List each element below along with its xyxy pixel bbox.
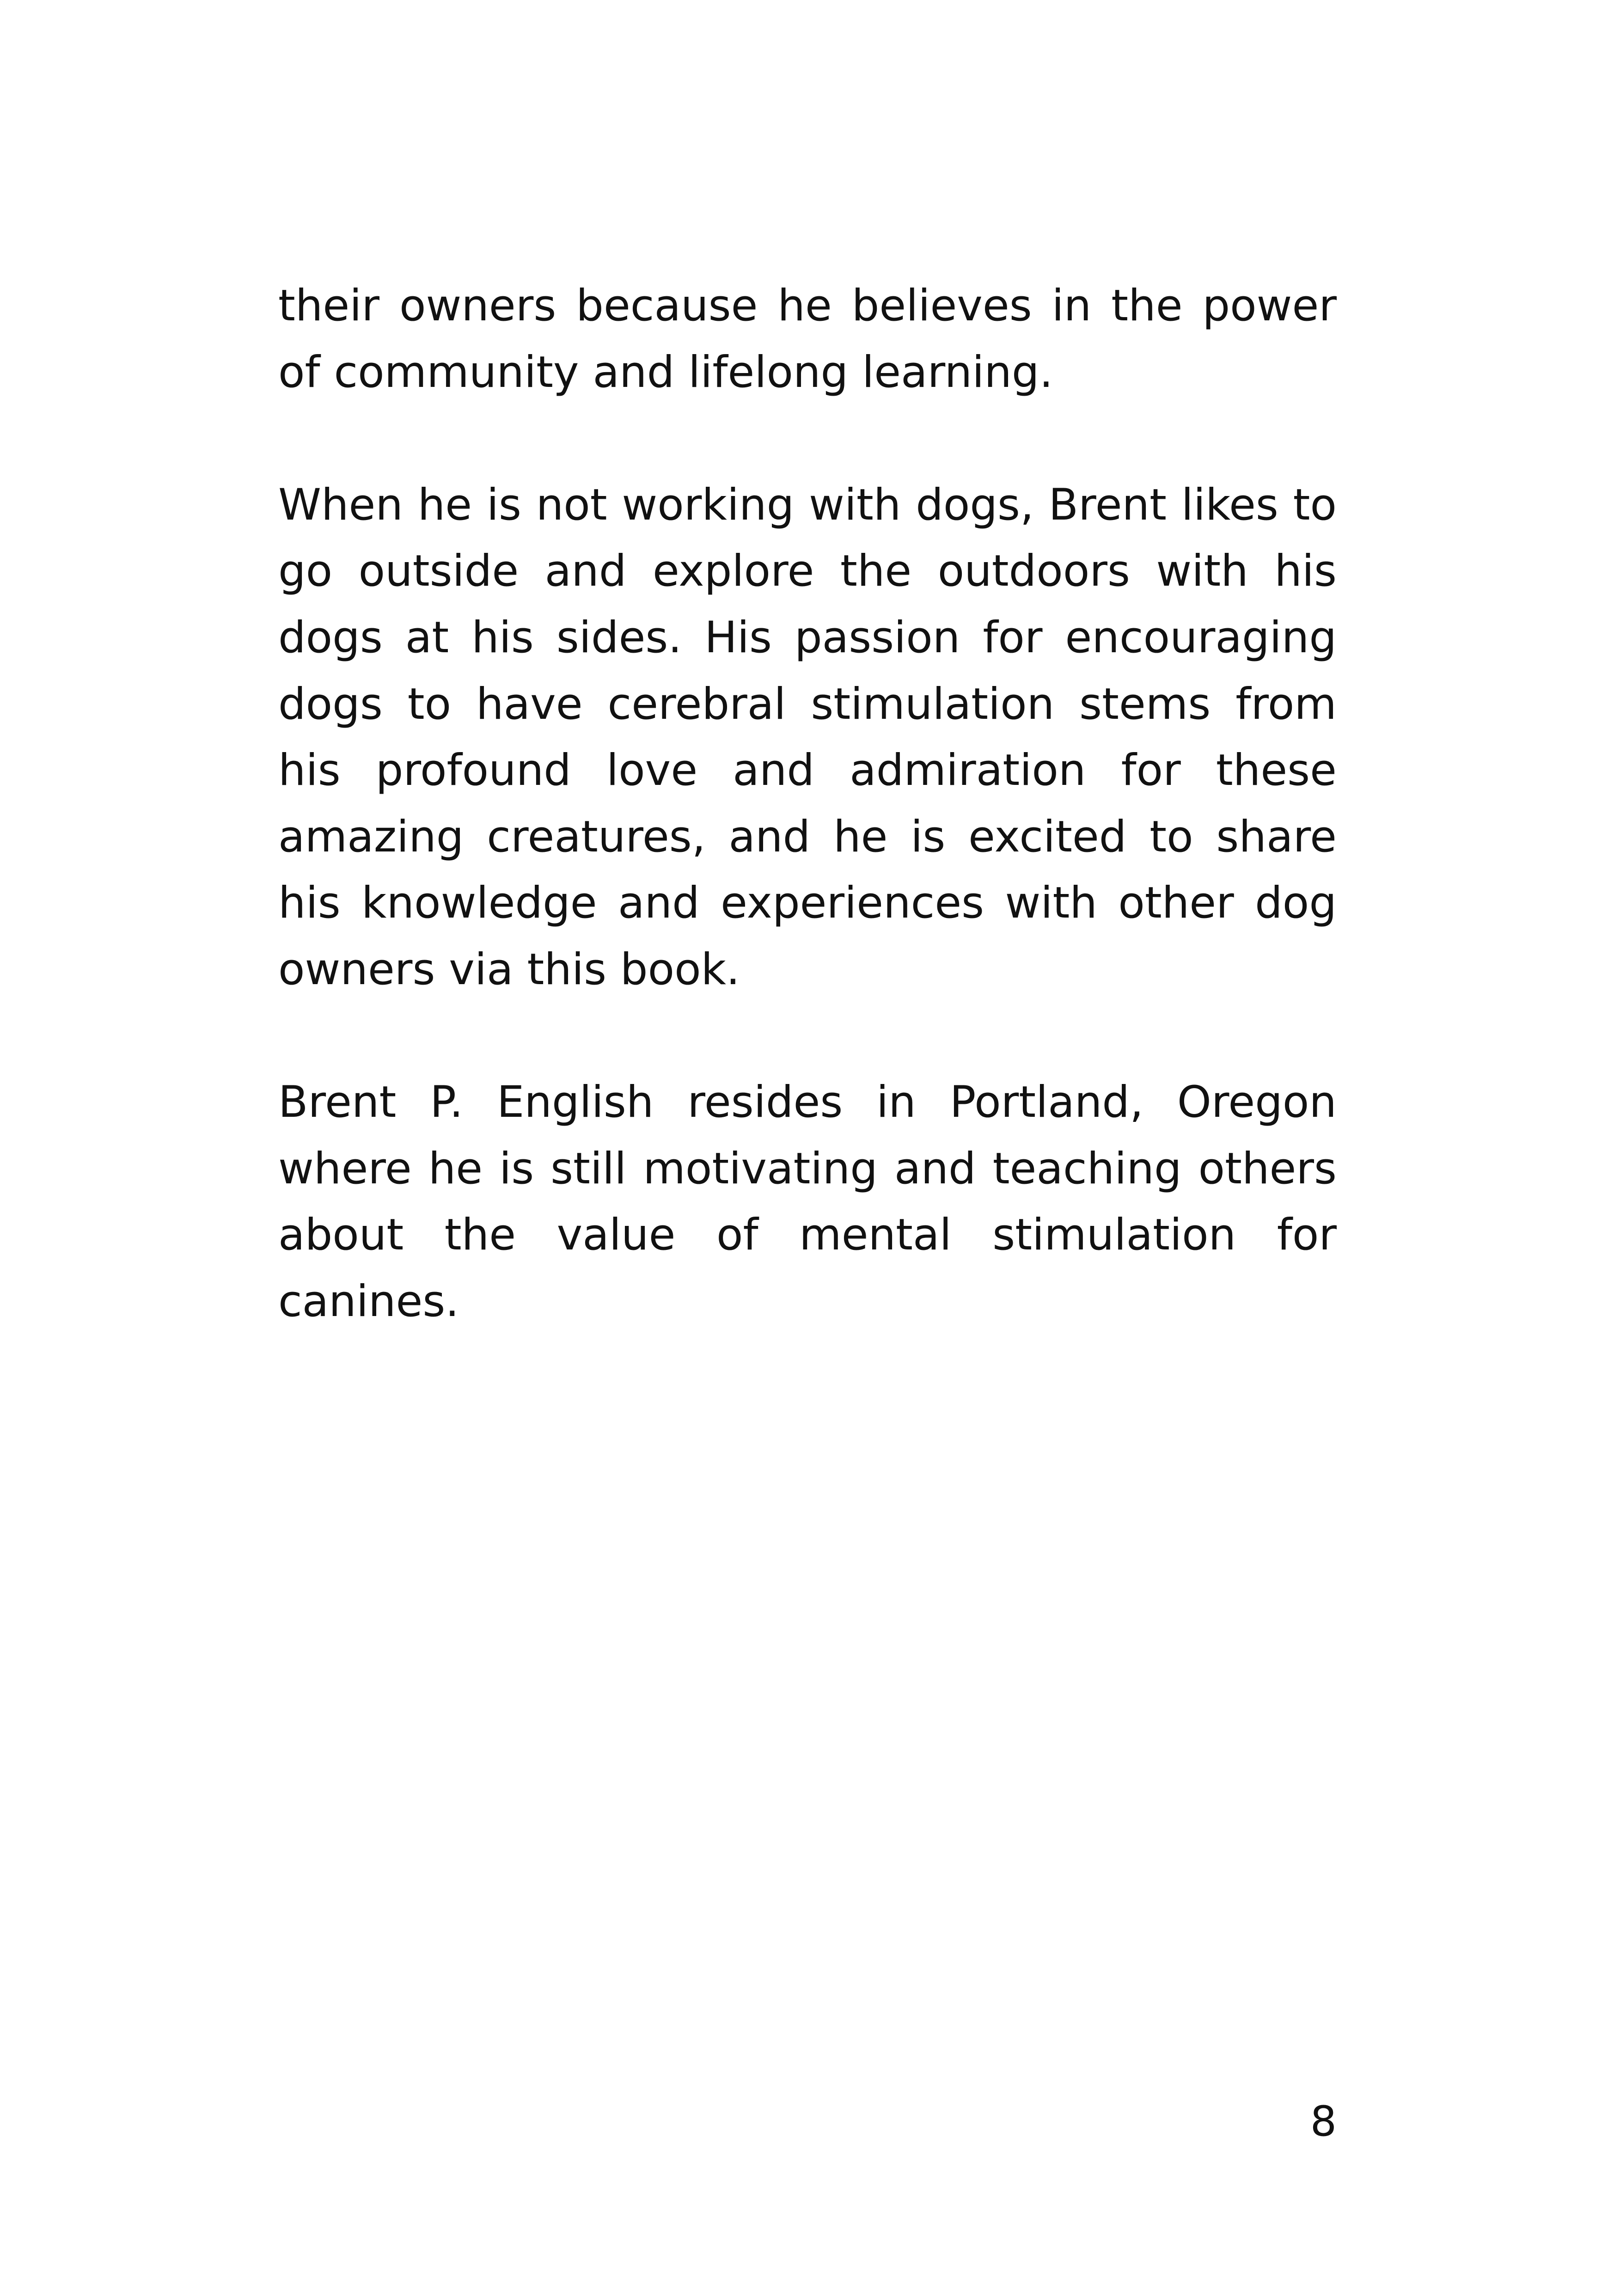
paragraph-outdoors: When he is not working with dogs, Brent likes to go outside and explore the outdoors with his dogs at his sides. His passion for encouraging dogs to have cerebral stimulation stems from his profound love and admiration for these amazing creatures, and he is excited to share his knowledge and experiences with other dog owners via this book. [278,479,1337,995]
body-text [278,273,1337,1335]
paragraph-residence: Brent P. English resides in Portland, Oregon where he is still motivating and teaching others about the value of mental stimulation for canines. [278,1077,1337,1327]
paragraph-owners: their owners because he believes in the power of community and lifelong learning. [278,281,1337,398]
page-number: 8 [1310,2097,1337,2146]
